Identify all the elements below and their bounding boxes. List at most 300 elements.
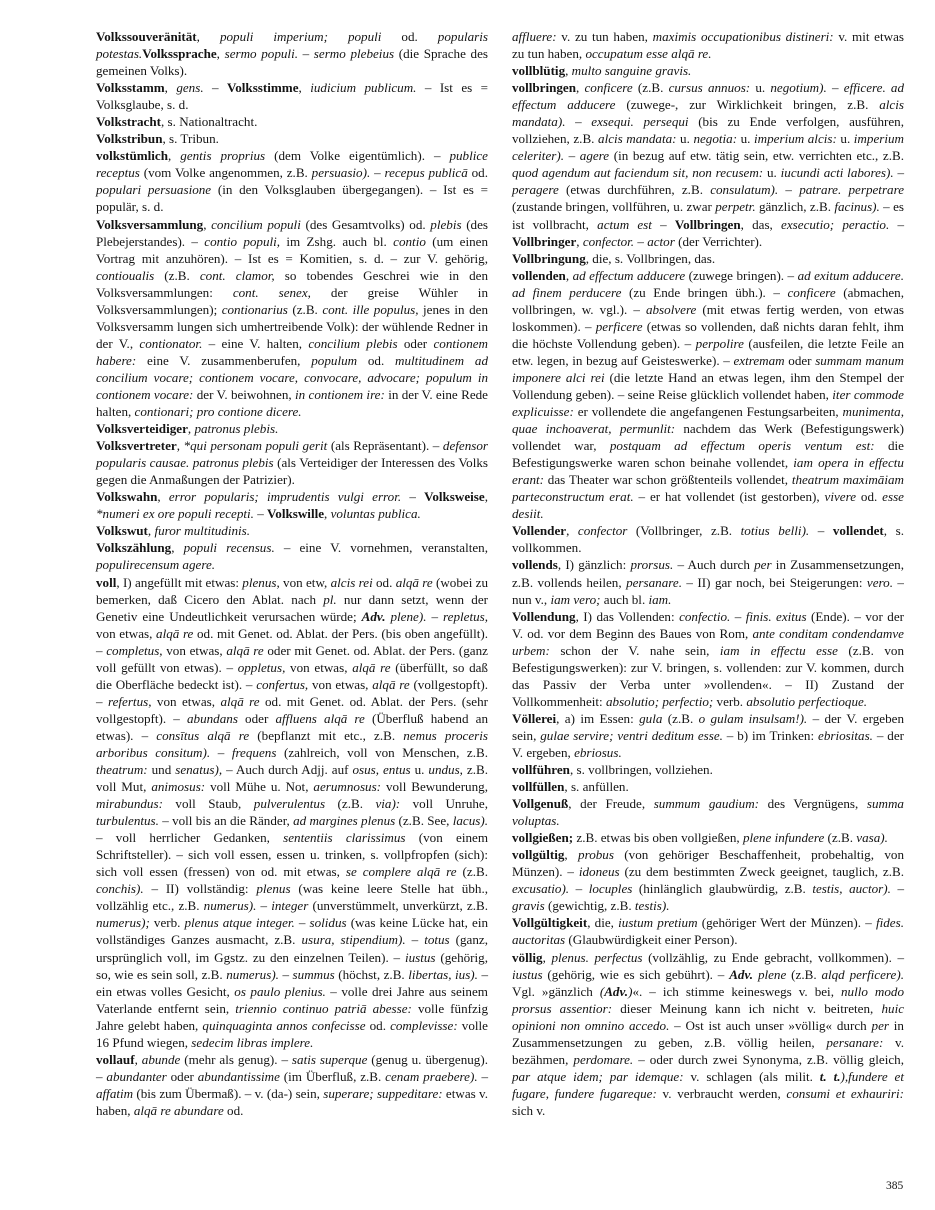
definition-text: sich v.: [512, 1102, 546, 1118]
latin-term: undus,: [428, 762, 463, 778]
left-column: [96, 28, 488, 1119]
definition-text: von etwas,: [151, 693, 221, 709]
definition-text: ,: [168, 148, 181, 164]
definition-text: und: [147, 762, 176, 778]
latin-term: persanare:: [826, 1034, 884, 1050]
latin-term: triennio continuo patriā abesse:: [235, 1000, 412, 1016]
definition-text: voll Staub,: [162, 796, 254, 812]
definition-text: ,: [171, 540, 184, 556]
headword: volkstümlich: [96, 148, 169, 164]
headword: vollgültig: [512, 847, 565, 863]
latin-term: vivere: [824, 489, 857, 505]
abbreviation: Adv.: [729, 966, 754, 982]
definition-text: ,: [576, 233, 583, 249]
latin-term: plenus: [256, 881, 291, 897]
definition-text: od.: [381, 29, 438, 44]
definition-text: (höchst, z.B.: [334, 966, 409, 982]
latin-term: alqā re: [395, 574, 433, 590]
headword: vollblütig: [512, 63, 566, 79]
definition-text: – es ist vollbracht,: [512, 199, 904, 232]
definition-text: (des Gesamtvolks) od.: [300, 216, 431, 232]
latin-term: abunde: [141, 1051, 181, 1067]
latin-term: alcis rei: [330, 574, 373, 590]
headword: Volksvertreter: [96, 438, 177, 454]
latin-term: iucundi acti labores).: [780, 165, 894, 181]
latin-term: o gulam insulsam!).: [698, 710, 808, 726]
latin-term: negotium).: [770, 80, 827, 96]
dictionary-entry: [96, 574, 488, 1051]
latin-term: aerumnosus:: [313, 779, 382, 795]
latin-term: concilium populi: [211, 216, 301, 232]
latin-term: numerus).: [226, 966, 279, 982]
headword: Volksversammlung: [96, 216, 204, 232]
definition-text: –: [278, 966, 293, 982]
abbreviation: Adv.: [361, 608, 386, 624]
definition-text: (bepflanzt mit etc., z.B.: [249, 727, 404, 743]
definition-text: von etwas,: [285, 659, 353, 675]
latin-term: publice receptus: [96, 148, 488, 181]
headword: Vollgenuß: [512, 796, 569, 812]
definition-text: , I) das Vollenden:: [575, 608, 680, 624]
latin-term: consulatum).: [710, 182, 779, 198]
definition-text: verb.: [149, 915, 185, 931]
dictionary-entry: [512, 28, 904, 62]
latin-term: affluens alqā re: [275, 710, 365, 726]
headword: vollgießen;: [512, 830, 574, 846]
definition-text: – ein etwas volles Gesicht,: [96, 966, 489, 999]
definition-text: (dem Volke eigentümlich). –: [265, 148, 450, 164]
latin-term: animosus:: [151, 779, 206, 795]
definition-text: , die, s. Vollbringen, das.: [585, 250, 716, 266]
latin-term: multo sanguine gravis.: [571, 63, 692, 79]
definition-text: –: [809, 523, 833, 539]
latin-term: confectio. – finis. exitus: [679, 608, 807, 624]
definition-text: (bis zu Ende verfolgen, ausführen, vollziehen, z.B.: [512, 114, 904, 147]
latin-term: negotia:: [693, 131, 738, 147]
definition-text: (ganz, ursprünglich voll, im Ggstz. zu den einzelnen Teilen). –: [96, 932, 489, 965]
latin-term: oppletus,: [237, 659, 286, 675]
definition-text: od.: [357, 352, 396, 368]
definition-text: (z.B.: [456, 864, 488, 880]
latin-term: consītus alqā re: [156, 727, 250, 743]
definition-text: v. bezähmen,: [512, 1034, 904, 1067]
latin-term: alqā re abundare: [133, 1102, 224, 1118]
latin-term: confector.: [582, 233, 635, 249]
definition-text: (wobei zu bemerken, daß Cicero den Ablat. nach: [96, 574, 488, 607]
latin-term: perpolire: [695, 335, 744, 351]
latin-term: gravis: [512, 898, 545, 914]
latin-term: pl.: [323, 591, 337, 607]
definition-text: ,: [484, 489, 488, 505]
definition-text: eine V. zusammenberufen,: [136, 352, 312, 368]
definition-text: (um einen Vortrag mit anzuhören). – Ist es = Komitien, s. d. – zur V. gehörig,: [96, 233, 488, 266]
definition-text: die Befestigungswerke waren schon beinahe vollendet,: [512, 438, 904, 471]
definition-text: schon der V. nahe sein,: [549, 642, 720, 658]
definition-text: (vollgestopft). –: [96, 676, 488, 709]
definition-text: –: [569, 881, 589, 897]
latin-term: persuasio).: [311, 165, 371, 181]
latin-term: per: [754, 557, 772, 573]
latin-term: popularis potestas.: [96, 29, 488, 62]
definition-text: –: [889, 216, 905, 232]
latin-term: gulae servire; ventri deditum esse.: [540, 727, 723, 743]
definition-text: (zustande bringen, vollführen, u. zwar: [512, 199, 716, 215]
latin-term: actor: [647, 233, 675, 249]
definition-text: oder: [784, 352, 816, 368]
definition-text: od.: [856, 489, 883, 505]
definition-text: –: [477, 1068, 488, 1084]
definition-text: (die Sprache des gemeinen Volks).: [96, 46, 488, 79]
definition-text: ,: [134, 1051, 142, 1067]
definition-text: , s. Tribun.: [162, 131, 219, 147]
definition-text: ,: [196, 29, 220, 44]
definition-text: z.B. etwas bis oben vollgießen,: [573, 830, 743, 846]
definition-text: od. mit Genet. od. Ablat. der Pers. (sehr vollgestopft). –: [96, 693, 488, 726]
definition-text: ,: [176, 438, 184, 454]
latin-term: summum gaudium:: [653, 796, 760, 812]
latin-term: satis superque: [291, 1051, 368, 1067]
latin-term: vero.: [866, 574, 893, 590]
latin-term: iam in effectu esse: [719, 642, 838, 658]
latin-term: alqā re: [372, 676, 410, 692]
latin-term: cursus annuos:: [668, 80, 751, 96]
definition-text: volle 16 Pfund wiegen,: [96, 1017, 488, 1050]
definition-text: ,: [564, 847, 579, 863]
dictionary-entry: [512, 522, 904, 556]
latin-term: patrare. perpetrare: [799, 182, 905, 198]
latin-term: gula: [639, 710, 663, 726]
definition-text: –: [564, 148, 580, 164]
headword: Vollender: [512, 523, 567, 539]
definition-text: , a) im Essen:: [556, 710, 640, 726]
definition-text: in der V. eine Rede halten,: [96, 386, 488, 420]
definition-text: von etwas,: [162, 642, 227, 658]
latin-term: plenus atque integer.: [184, 915, 295, 931]
latin-term: abundantissime: [197, 1068, 280, 1084]
latin-term: plenus. perfectus: [551, 949, 643, 965]
latin-term: quod agendum aut faciendum sit, non recusem:: [512, 165, 764, 181]
definition-text: (z.B.: [786, 966, 822, 982]
headword: Volksstimme: [226, 80, 299, 96]
headword: Volkswahn: [96, 489, 158, 505]
definition-text: ,: [566, 523, 578, 539]
definition-text: –: [565, 114, 592, 130]
definition-text: u.: [763, 165, 781, 181]
definition-text: (z.B.: [632, 80, 669, 96]
page-number: 385: [886, 1180, 904, 1192]
latin-term: alqā re: [220, 693, 260, 709]
latin-term: sententiis clarissimus: [283, 830, 406, 846]
latin-term: nemus proceris arboribus consitum).: [96, 727, 488, 760]
definition-text: oder: [237, 710, 276, 726]
definition-text: oder: [166, 1068, 198, 1084]
headword: vollbringen: [512, 80, 577, 96]
definition-text: , s. vollbringen, vollziehen.: [569, 762, 713, 778]
dictionary-entry: [512, 778, 904, 795]
dictionary-entry: [512, 949, 904, 1119]
headword: Vollbringung: [512, 250, 586, 266]
definition-text: (von einem Schriftsteller). – sich voll essen, essen u. trinken, s. vollpfropfen (sich): sich voll essen (fressen) von od. mit etwas,: [96, 830, 489, 880]
latin-term: testis).: [634, 898, 670, 914]
definition-text: – voll herrlicher Gedanken,: [96, 830, 284, 846]
latin-term: repletus,: [443, 608, 489, 624]
latin-term: fides. auctoritas: [512, 915, 904, 948]
latin-term: prorsus.: [630, 557, 674, 573]
definition-text: in Zusammensetzungen zu geben, z.B. völlig heilen,: [512, 1017, 904, 1050]
definition-text: (Vollbringer, z.B.: [627, 523, 741, 539]
latin-term: conficere: [787, 284, 836, 300]
latin-term: ebriosus.: [574, 744, 622, 760]
definition-text: u.: [676, 131, 694, 147]
definition-text: ,: [324, 506, 331, 522]
definition-text: (was keine Lücke hat, ein vollständiges Ganzes ausmacht, z.B.: [96, 915, 489, 948]
definition-text: ,: [298, 80, 311, 96]
latin-term: quinquaginta annos confecisse: [202, 1017, 366, 1033]
definition-text: (z.B. See,: [395, 813, 453, 829]
definition-text: (bis zum Übermaß). – v. (da-) sein,: [133, 1085, 324, 1101]
definition-text: u.: [737, 131, 755, 147]
latin-term: senatus),: [175, 762, 223, 778]
dictionary-entry: [96, 539, 488, 573]
latin-term: defensor popularis causae. patronus plebis: [96, 438, 488, 471]
dictionary-entry: [96, 130, 488, 147]
latin-term: populi imperium; populi: [219, 29, 382, 44]
latin-term: ad margines plenus: [293, 813, 396, 829]
definition-text: (gewichtig, z.B.: [544, 898, 635, 914]
headword: Vollgültigkeit: [512, 915, 588, 931]
latin-term: osus, entus: [352, 762, 411, 778]
latin-term: ad effectum adducere: [572, 267, 686, 283]
definition-text: (als Verteidiger der Interessen des Volks gegen die Anmaßungen der Patrizier).: [96, 455, 488, 488]
latin-term: theatrum maximāiam parteconstructum erat.: [512, 472, 904, 505]
dictionary-entry: [512, 608, 904, 710]
latin-term: contionarius: [221, 301, 288, 317]
latin-term: theatrum:: [96, 762, 148, 778]
latin-term: efficere. ad effectum adducere: [512, 80, 905, 113]
definition-text: , I) angefüllt mit etwas:: [116, 574, 243, 590]
definition-text: – Ost ist auch unser »völlig« durch: [669, 1017, 872, 1033]
latin-term: alqd perficere).: [821, 966, 904, 982]
definition-text: voll Unruhe,: [400, 796, 489, 812]
latin-term: postquam ad effectum operis ventum est:: [609, 438, 875, 454]
dictionary-entry: [512, 556, 904, 607]
headword: vollends: [512, 557, 558, 573]
latin-term: pulverulentus: [253, 796, 326, 812]
latin-term: cont. ille populus,: [322, 301, 419, 317]
headword: Volksverteidiger: [96, 421, 188, 437]
latin-term: numerus);: [96, 915, 150, 931]
latin-term: iustus: [512, 966, 543, 982]
definition-text: – der V. ergeben sein,: [512, 710, 905, 743]
definition-text: –: [426, 608, 444, 624]
definition-text: u.: [836, 131, 854, 147]
latin-term: iudicium publicum.: [310, 80, 417, 96]
definition-text: ,: [187, 421, 195, 437]
latin-term: plene infundere: [742, 830, 825, 846]
latin-term: ): [628, 983, 633, 999]
headword: Volkssouveränität: [96, 29, 197, 44]
definition-text: von etwas,: [308, 676, 373, 692]
definition-text: der greise Wühler in Volksversammlungen);: [96, 284, 488, 317]
definition-text: (was keine leere Stelle hat übh., vollzählig etc., z.B.: [96, 881, 488, 914]
definition-text: voll Mühe u. Not,: [205, 779, 314, 795]
latin-term: absolutio perfectioque.: [746, 693, 868, 709]
latin-term: populari persuasione: [96, 182, 212, 198]
latin-term: populi recensus.: [183, 540, 275, 556]
latin-term: perdomare.: [573, 1051, 634, 1067]
dictionary-entry: [512, 914, 904, 948]
definition-text: –: [210, 744, 232, 760]
latin-term: actum est: [597, 216, 652, 232]
latin-term: alqā re: [156, 625, 194, 641]
dictionary-entry: [96, 437, 488, 488]
latin-term: imperium celeriter).: [512, 131, 904, 164]
latin-term: esse desiit.: [512, 489, 904, 522]
definition-text: ,: [203, 216, 212, 232]
dictionary-entry: [512, 267, 904, 523]
definition-text: v. zu tun haben,: [556, 29, 653, 44]
definition-text: jenes in den Volksversamm lungen sich umhertreibende Volk): der wühlende Redner in der V.,: [96, 301, 488, 351]
definition-text: ,: [542, 949, 552, 965]
latin-term: patronus plebis.: [194, 421, 279, 437]
latin-term: solidus: [309, 915, 347, 931]
latin-term: exsecutio; peractio.: [781, 216, 890, 232]
latin-term: populum: [311, 352, 358, 368]
definition-text: (überfüllt, so daß die Oberfläche bedeckt ist). –: [96, 659, 488, 692]
latin-term: absolvere: [645, 301, 697, 317]
latin-term: plenus,: [242, 574, 280, 590]
latin-term: turbulentus.: [96, 813, 159, 829]
definition-text: (in den Volksglauben übergegangen). – Ist es = populär, s. d.: [96, 182, 488, 215]
latin-term: extremam: [733, 352, 785, 368]
latin-term: confertus,: [256, 676, 309, 692]
definition-text: – voll bis an die Ränder,: [158, 813, 294, 829]
latin-term: occupatum esse alqā re.: [585, 46, 712, 62]
abbreviation: t. t.: [819, 1068, 841, 1084]
definition-text: – eine V. vornehmen, veranstalten,: [274, 540, 489, 556]
definition-text: (etwas durchführen, z.B.: [558, 182, 711, 198]
definition-text: –: [893, 165, 904, 181]
headword: Völlerei: [512, 710, 557, 726]
definition-text: u.: [750, 80, 771, 96]
definition-text: der V. beiwohnen,: [193, 386, 296, 402]
definition-text: (Überfluß habend an etwas). –: [96, 710, 488, 743]
definition-text: , s. anfüllen.: [564, 779, 629, 795]
definition-text: nachdem das Werk (Befestigungswerk) vollendet war,: [512, 421, 904, 454]
definition-text: voll Bewunderung,: [381, 779, 488, 795]
latin-term: iam opera in effectu erant:: [512, 455, 904, 488]
definition-text: – Ist es = Volksglaube, s. d.: [96, 80, 489, 113]
definition-text: –: [826, 80, 844, 96]
latin-term: vasa).: [856, 830, 888, 846]
latin-term: contio: [393, 233, 426, 249]
dictionary-entry: [96, 147, 488, 215]
definition-text: –: [405, 932, 425, 948]
definition-text: v. verbraucht werden,: [656, 1085, 787, 1101]
latin-term: plebis: [430, 216, 462, 232]
definition-text: oder: [397, 335, 434, 351]
definition-text: in Zusammensetzungen, z.B. vollends heilen,: [512, 557, 905, 590]
latin-term: ad exitum adducere. ad finem perducere: [512, 267, 904, 300]
latin-term: alcis mandata:: [598, 131, 677, 147]
definition-text: –: [294, 915, 310, 931]
latin-term: alqā re: [352, 659, 391, 675]
definition-text: (zu Ende bringen übh.). –: [621, 284, 788, 300]
latin-term: summus: [292, 966, 335, 982]
headword: Volkswut: [96, 523, 148, 539]
definition-text: (etwas so vollenden, daß nichts daran fehlt, ihm die höchste Vollendung geben). –: [512, 318, 904, 351]
latin-term: iustum pretium: [618, 915, 698, 931]
latin-term: ante conditam condendamve urbem:: [512, 625, 904, 658]
definition-text: – der V. ergeben,: [512, 727, 904, 760]
definition-text: von etw,: [279, 574, 331, 590]
definition-text: (z.B.: [662, 710, 699, 726]
definition-text: – Auch durch: [673, 557, 755, 573]
definition-text: (abmachen, vollbringen, w. vgl.). –: [512, 284, 904, 317]
definition-text: ,: [147, 523, 155, 539]
latin-term: gentis proprius: [180, 148, 266, 164]
latin-term: abundanter: [106, 1068, 167, 1084]
definition-text: das Theater war schon größtenteils vollendet,: [544, 472, 792, 488]
latin-term: ebriositas.: [818, 727, 873, 743]
definition-text: , s. Nationaltracht.: [161, 114, 258, 130]
dictionary-entry: [96, 216, 488, 421]
definition-text: (Glaubwürdigkeit einer Person).: [565, 932, 738, 948]
latin-term: in contionem ire:: [295, 386, 385, 402]
definition-text: (die letzte Hand an etwas legen, ihm den Stempel der Vollendung geben). – seine Reise glücklich vollendet haben,: [512, 369, 904, 402]
latin-term: completus,: [106, 642, 163, 658]
definition-text: od.: [365, 1017, 391, 1033]
definition-text: od.: [372, 574, 396, 590]
definition-text: (von gehöriger Beschaffenheit, probehaltig, von Münzen). –: [512, 847, 904, 880]
latin-term: cenam praebere).: [385, 1068, 478, 1084]
latin-term: populirecensum agere.: [96, 557, 216, 573]
definition-text: (zahlreich, voll von Menschen, z.B.: [276, 744, 489, 760]
latin-term: summa voluptas.: [512, 796, 904, 829]
definition-text: (hinlänglich glaubwürdig, z.B.: [632, 881, 813, 897]
headword: Vollendung: [512, 608, 576, 624]
definition-text: Vgl. »gänzlich: [512, 983, 600, 999]
headword: vollauf: [96, 1051, 135, 1067]
latin-term: consumi et exhauriri:: [786, 1085, 905, 1101]
definition-text: (z.B.: [325, 796, 376, 812]
definition-text: (z.B.: [154, 267, 200, 283]
definition-text: od. mit Genet. od. Ablat. der Pers. (bis oben angefüllt). –: [96, 625, 488, 658]
definition-text: (mehr als genug). –: [180, 1051, 292, 1067]
dictionary-entry: [96, 113, 488, 130]
latin-term: contionem habere:: [96, 335, 489, 368]
definition-text: ,: [216, 46, 225, 62]
definition-text: –: [253, 506, 268, 522]
latin-term: confector: [577, 523, 628, 539]
headword: völlig: [512, 949, 543, 965]
latin-term: multitudinem ad concilium vocare; contionem vocare, convocare, advocare; populum in contionem vocare:: [96, 352, 488, 402]
definition-text: od.: [467, 165, 488, 181]
latin-term: locuples: [588, 881, 633, 897]
definition-text: auch bl.: [600, 591, 649, 607]
definition-text: (zu dem bestimmten Zweck geeignet, tauglich, z.B.: [619, 864, 904, 880]
dictionary-entry: [96, 1051, 488, 1119]
latin-term: affluere:: [512, 29, 557, 44]
definition-text: , I) gänzlich:: [557, 557, 631, 573]
definition-text: (als Repräsentant). –: [327, 438, 443, 454]
definition-text: , das,: [740, 216, 782, 232]
latin-term: affatim: [96, 1085, 134, 1101]
latin-term: contioualis: [96, 267, 155, 283]
headword: vollenden: [512, 267, 566, 283]
latin-term: plene).: [385, 608, 427, 624]
latin-term: idoneus: [578, 864, 620, 880]
